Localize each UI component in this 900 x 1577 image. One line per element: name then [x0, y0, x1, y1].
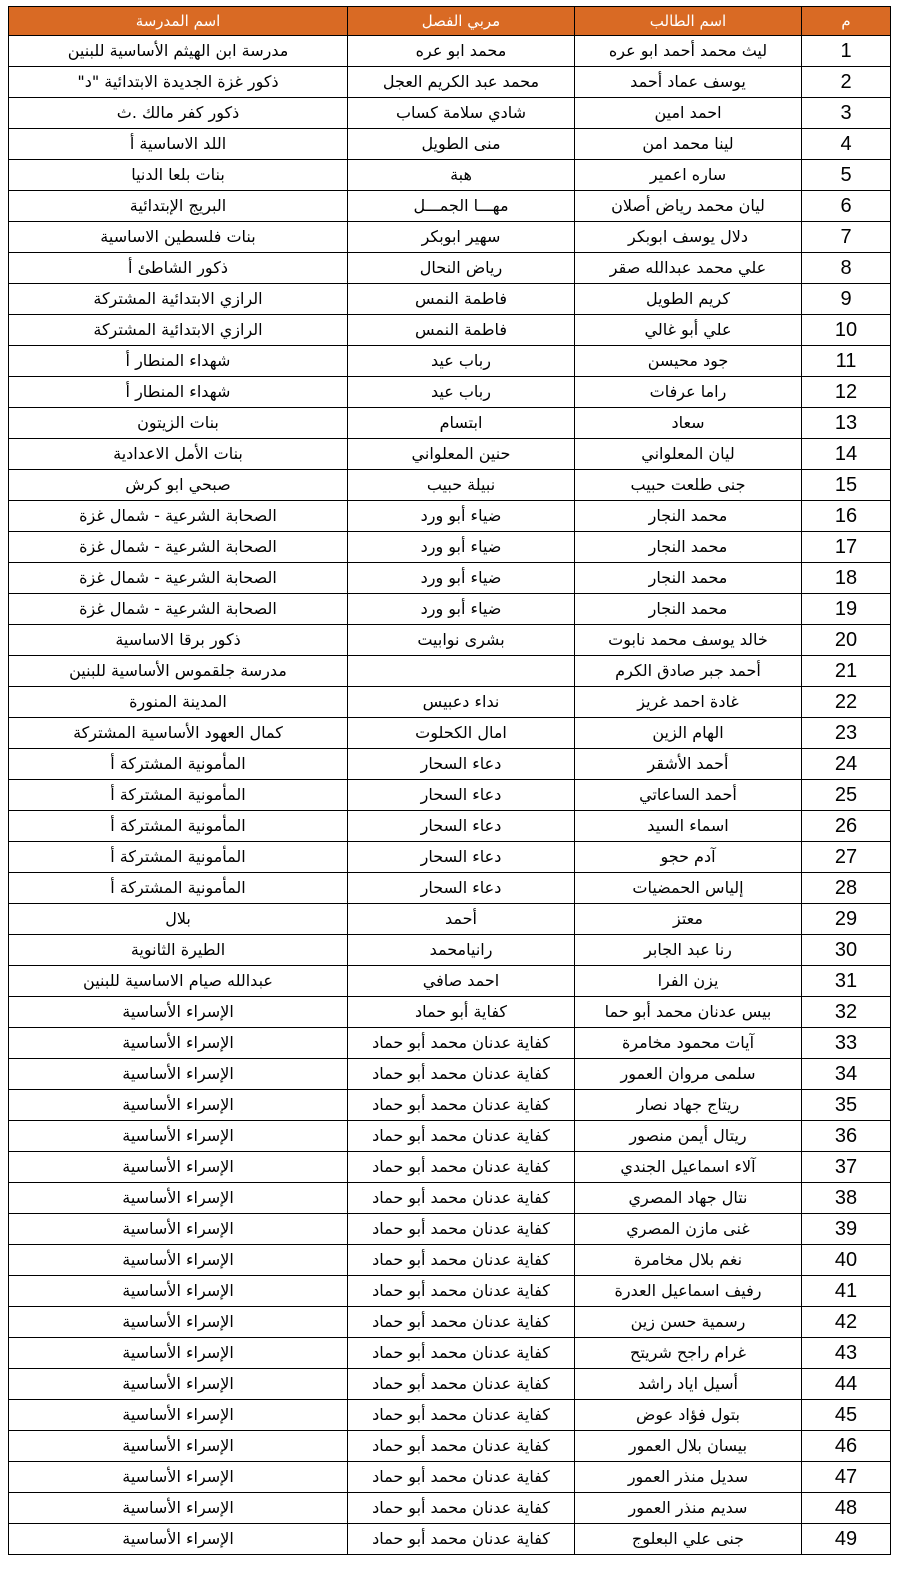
cell-num[interactable]: 28	[802, 873, 891, 904]
cell-teacher-name[interactable]: كفاية عدنان محمد أبو حماد	[348, 1400, 575, 1431]
cell-school-name[interactable]: بنات بلعا الدنيا	[9, 160, 348, 191]
table-row	[9, 1059, 891, 1090]
table-row	[9, 98, 891, 129]
cell-school-name[interactable]: الإسراء الأساسية	[9, 1307, 348, 1338]
cell-school-name[interactable]: اللد الاساسية أ	[9, 129, 348, 160]
cell-school-name[interactable]: المأمونية المشتركة أ	[9, 811, 348, 842]
header-school[interactable]: اسم المدرسة	[9, 7, 348, 36]
cell-teacher-name[interactable]: رباب عيد	[348, 377, 575, 408]
cell-student-name[interactable]: محمد النجار	[575, 563, 802, 594]
cell-student-name[interactable]: كريم الطويل	[575, 284, 802, 315]
table-row	[9, 470, 891, 501]
table-row	[9, 873, 891, 904]
cell-student-name[interactable]: لينا محمد امن	[575, 129, 802, 160]
cell-student-name[interactable]: دلال يوسف ابوبكر	[575, 222, 802, 253]
cell-teacher-name[interactable]: دعاء السحار	[348, 811, 575, 842]
table-row	[9, 315, 891, 346]
cell-num[interactable]: 24	[802, 749, 891, 780]
cell-school-name[interactable]: المأمونية المشتركة أ	[9, 780, 348, 811]
cell-teacher-name[interactable]: كفاية عدنان محمد أبو حماد	[348, 1276, 575, 1307]
table-row	[9, 1183, 891, 1214]
cell-teacher-name[interactable]: منى الطويل	[348, 129, 575, 160]
cell-num[interactable]: 21	[802, 656, 891, 687]
cell-school-name[interactable]: الصحابة الشرعية - شمال غزة	[9, 594, 348, 625]
cell-school-name[interactable]: بنات الأمل الاعدادية	[9, 439, 348, 470]
cell-student-name[interactable]: غادة احمد غريز	[575, 687, 802, 718]
cell-school-name[interactable]: ذكور برقا الاساسية	[9, 625, 348, 656]
cell-school-name[interactable]: الإسراء الأساسية	[9, 1431, 348, 1462]
cell-teacher-name[interactable]: كفاية عدنان محمد أبو حماد	[348, 1090, 575, 1121]
cell-num[interactable]: 1	[802, 36, 891, 67]
table-row	[9, 67, 891, 98]
cell-school-name[interactable]: الإسراء الأساسية	[9, 1369, 348, 1400]
cell-student-name[interactable]: اسماء السيد	[575, 811, 802, 842]
cell-teacher-name[interactable]: نبيلة حبيب	[348, 470, 575, 501]
cell-num[interactable]: 9	[802, 284, 891, 315]
cell-teacher-name[interactable]: حنين المعلواني	[348, 439, 575, 470]
table-row	[9, 129, 891, 160]
table-row	[9, 1431, 891, 1462]
cell-school-name[interactable]: ذكور غزة الجديدة الابتدائية "د"	[9, 67, 348, 98]
cell-num[interactable]: 10	[802, 315, 891, 346]
cell-school-name[interactable]: الإسراء الأساسية	[9, 1090, 348, 1121]
cell-student-name[interactable]: محمد النجار	[575, 594, 802, 625]
cell-school-name[interactable]: المأمونية المشتركة أ	[9, 842, 348, 873]
cell-num[interactable]: 46	[802, 1431, 891, 1462]
cell-teacher-name[interactable]: كفاية عدنان محمد أبو حماد	[348, 1028, 575, 1059]
cell-school-name[interactable]: مدرسة جلقموس الأساسية للبنين	[9, 656, 348, 687]
cell-student-name[interactable]: يوسف عماد أحمد	[575, 67, 802, 98]
table-row	[9, 408, 891, 439]
table-row	[9, 160, 891, 191]
cell-student-name[interactable]: سعاد	[575, 408, 802, 439]
cell-num[interactable]: 22	[802, 687, 891, 718]
table-row	[9, 501, 891, 532]
header-student[interactable]: اسم الطالب	[575, 7, 802, 36]
cell-school-name[interactable]: بنات الزيتون	[9, 408, 348, 439]
cell-school-name[interactable]: الإسراء الأساسية	[9, 1245, 348, 1276]
cell-teacher-name[interactable]: كفاية عدنان محمد أبو حماد	[348, 1338, 575, 1369]
cell-student-name[interactable]: احمد امين	[575, 98, 802, 129]
cell-teacher-name[interactable]: رانيامحمد	[348, 935, 575, 966]
cell-school-name[interactable]: الرازي الابتدائية المشتركة	[9, 284, 348, 315]
cell-teacher-name[interactable]: ضياء أبو ورد	[348, 594, 575, 625]
cell-school-name[interactable]: الإسراء الأساسية	[9, 1059, 348, 1090]
cell-num[interactable]: 30	[802, 935, 891, 966]
cell-teacher-name[interactable]: رباب عيد	[348, 346, 575, 377]
cell-student-name[interactable]: نغم بلال مخامرة	[575, 1245, 802, 1276]
cell-teacher-name[interactable]: كفاية عدنان محمد أبو حماد	[348, 1307, 575, 1338]
cell-school-name[interactable]: الرازي الابتدائية المشتركة	[9, 315, 348, 346]
table-row	[9, 377, 891, 408]
cell-student-name[interactable]: ريتال أيمن منصور	[575, 1121, 802, 1152]
cell-teacher-name[interactable]: سهير ابوبكر	[348, 222, 575, 253]
table-row	[9, 1493, 891, 1524]
cell-school-name[interactable]: البريج الإبتدائية	[9, 191, 348, 222]
cell-teacher-name[interactable]: احمد صافي	[348, 966, 575, 997]
cell-student-name[interactable]: رفيف اسماعيل العدرة	[575, 1276, 802, 1307]
cell-num[interactable]: 5	[802, 160, 891, 191]
cell-teacher-name[interactable]: امال الكحلوت	[348, 718, 575, 749]
cell-student-name[interactable]: ليان المعلواني	[575, 439, 802, 470]
cell-student-name[interactable]: ليان محمد رياض أصلان	[575, 191, 802, 222]
cell-teacher-name[interactable]: شادي سلامة كساب	[348, 98, 575, 129]
cell-teacher-name[interactable]: كفاية عدنان محمد أبو حماد	[348, 1524, 575, 1555]
cell-teacher-name[interactable]: كفاية عدنان محمد أبو حماد	[348, 1462, 575, 1493]
cell-teacher-name[interactable]: دعاء السحار	[348, 749, 575, 780]
cell-student-name[interactable]: جود محيسن	[575, 346, 802, 377]
cell-school-name[interactable]: المأمونية المشتركة أ	[9, 873, 348, 904]
cell-student-name[interactable]: نتال جهاد المصري	[575, 1183, 802, 1214]
cell-school-name[interactable]: المأمونية المشتركة أ	[9, 749, 348, 780]
table-body	[9, 36, 891, 1555]
cell-school-name[interactable]: الإسراء الأساسية	[9, 997, 348, 1028]
cell-school-name[interactable]: الإسراء الأساسية	[9, 1214, 348, 1245]
cell-school-name[interactable]: الإسراء الأساسية	[9, 1028, 348, 1059]
cell-school-name[interactable]: شهداء المنطار أ	[9, 377, 348, 408]
cell-teacher-name[interactable]: ضياء أبو ورد	[348, 563, 575, 594]
cell-num[interactable]: 23	[802, 718, 891, 749]
table-row	[9, 191, 891, 222]
students-table	[8, 6, 891, 1555]
cell-num[interactable]: 36	[802, 1121, 891, 1152]
table-row	[9, 1400, 891, 1431]
table-row	[9, 656, 891, 687]
cell-num[interactable]: 37	[802, 1152, 891, 1183]
cell-school-name[interactable]: صبحي ابو كرش	[9, 470, 348, 501]
cell-teacher-name[interactable]	[348, 656, 575, 687]
table-row	[9, 687, 891, 718]
cell-school-name[interactable]: الإسراء الأساسية	[9, 1338, 348, 1369]
cell-num[interactable]: 6	[802, 191, 891, 222]
cell-teacher-name[interactable]: محمد ابو عره	[348, 36, 575, 67]
table-row	[9, 563, 891, 594]
cell-school-name[interactable]: ذكور الشاطئ أ	[9, 253, 348, 284]
cell-student-name[interactable]: ساره اعمير	[575, 160, 802, 191]
cell-num[interactable]: 8	[802, 253, 891, 284]
cell-num[interactable]: 7	[802, 222, 891, 253]
cell-teacher-name[interactable]: نداء دعبيس	[348, 687, 575, 718]
table-row	[9, 1462, 891, 1493]
table-row	[9, 532, 891, 563]
cell-student-name[interactable]: خالد يوسف محمد نابوت	[575, 625, 802, 656]
table-row	[9, 253, 891, 284]
cell-teacher-name[interactable]: ضياء أبو ورد	[348, 532, 575, 563]
cell-teacher-name[interactable]: كفاية عدنان محمد أبو حماد	[348, 1493, 575, 1524]
cell-school-name[interactable]: الإسراء الأساسية	[9, 1121, 348, 1152]
cell-student-name[interactable]: جنى علي البعلوج	[575, 1524, 802, 1555]
cell-school-name[interactable]: الإسراء الأساسية	[9, 1462, 348, 1493]
header-num[interactable]: م	[802, 7, 891, 36]
cell-teacher-name[interactable]: كفاية عدنان محمد أبو حماد	[348, 1214, 575, 1245]
cell-num[interactable]: 12	[802, 377, 891, 408]
cell-num[interactable]: 29	[802, 904, 891, 935]
cell-num[interactable]: 48	[802, 1493, 891, 1524]
cell-school-name[interactable]: الصحابة الشرعية - شمال غزة	[9, 563, 348, 594]
cell-school-name[interactable]: الإسراء الأساسية	[9, 1152, 348, 1183]
cell-student-name[interactable]: الهام الزين	[575, 718, 802, 749]
cell-teacher-name[interactable]: هبة	[348, 160, 575, 191]
cell-student-name[interactable]: بيس عدنان محمد أبو حما	[575, 997, 802, 1028]
cell-teacher-name[interactable]: كفاية عدنان محمد أبو حماد	[348, 1245, 575, 1276]
cell-teacher-name[interactable]: كفاية عدنان محمد أبو حماد	[348, 1059, 575, 1090]
table-row	[9, 1090, 891, 1121]
table-row	[9, 966, 891, 997]
cell-num[interactable]: 39	[802, 1214, 891, 1245]
cell-num[interactable]: 33	[802, 1028, 891, 1059]
table-row	[9, 1028, 891, 1059]
cell-student-name[interactable]: معتز	[575, 904, 802, 935]
cell-student-name[interactable]: أحمد الساعاتي	[575, 780, 802, 811]
cell-school-name[interactable]: الطيرة الثانوية	[9, 935, 348, 966]
cell-student-name[interactable]: غرام راجح شريتح	[575, 1338, 802, 1369]
cell-student-name[interactable]: ليث محمد أحمد ابو عره	[575, 36, 802, 67]
cell-num[interactable]: 18	[802, 563, 891, 594]
cell-num[interactable]: 41	[802, 1276, 891, 1307]
cell-student-name[interactable]: سديم منذر العمور	[575, 1493, 802, 1524]
table-row	[9, 1276, 891, 1307]
cell-school-name[interactable]: شهداء المنطار أ	[9, 346, 348, 377]
cell-student-name[interactable]: أحمد جبر صادق الكرم	[575, 656, 802, 687]
table-row	[9, 594, 891, 625]
table-row	[9, 1214, 891, 1245]
cell-num[interactable]: 19	[802, 594, 891, 625]
cell-num[interactable]: 26	[802, 811, 891, 842]
cell-teacher-name[interactable]: كفاية عدنان محمد أبو حماد	[348, 1121, 575, 1152]
table-row	[9, 904, 891, 935]
table-row	[9, 1307, 891, 1338]
cell-num[interactable]: 31	[802, 966, 891, 997]
cell-teacher-name[interactable]: ضياء أبو ورد	[348, 501, 575, 532]
cell-school-name[interactable]: كمال العهود الأساسية المشتركة	[9, 718, 348, 749]
table-row	[9, 1121, 891, 1152]
cell-num[interactable]: 25	[802, 780, 891, 811]
table-row	[9, 222, 891, 253]
cell-school-name[interactable]: الإسراء الأساسية	[9, 1400, 348, 1431]
cell-school-name[interactable]: بنات فلسطين الاساسية	[9, 222, 348, 253]
cell-num[interactable]: 16	[802, 501, 891, 532]
table-row	[9, 749, 891, 780]
cell-num[interactable]: 4	[802, 129, 891, 160]
cell-student-name[interactable]: إلياس الحمضيات	[575, 873, 802, 904]
table-row	[9, 935, 891, 966]
cell-school-name[interactable]: بلال	[9, 904, 348, 935]
cell-student-name[interactable]: سديل منذر العمور	[575, 1462, 802, 1493]
cell-num[interactable]: 40	[802, 1245, 891, 1276]
cell-num[interactable]: 42	[802, 1307, 891, 1338]
cell-num[interactable]: 32	[802, 997, 891, 1028]
cell-num[interactable]: 44	[802, 1369, 891, 1400]
cell-student-name[interactable]: غنى مازن المصري	[575, 1214, 802, 1245]
table-row	[9, 625, 891, 656]
cell-student-name[interactable]: علي أبو غالي	[575, 315, 802, 346]
cell-teacher-name[interactable]: كفاية عدنان محمد أبو حماد	[348, 1183, 575, 1214]
cell-student-name[interactable]: أحمد الأشقر	[575, 749, 802, 780]
cell-teacher-name[interactable]: محمد عبد الكريم العجل	[348, 67, 575, 98]
cell-school-name[interactable]: المدينة المنورة	[9, 687, 348, 718]
table-row	[9, 1245, 891, 1276]
cell-school-name[interactable]: الإسراء الأساسية	[9, 1183, 348, 1214]
cell-teacher-name[interactable]: كفاية عدنان محمد أبو حماد	[348, 1369, 575, 1400]
cell-school-name[interactable]: الصحابة الشرعية - شمال غزة	[9, 532, 348, 563]
table-row	[9, 346, 891, 377]
cell-student-name[interactable]: أسيل اياد راشد	[575, 1369, 802, 1400]
cell-school-name[interactable]: الإسراء الأساسية	[9, 1493, 348, 1524]
cell-num[interactable]: 11	[802, 346, 891, 377]
cell-student-name[interactable]: رسمية حسن زين	[575, 1307, 802, 1338]
cell-teacher-name[interactable]: ابتسام	[348, 408, 575, 439]
table-row	[9, 1524, 891, 1555]
header-row	[9, 7, 891, 36]
cell-school-name[interactable]: الإسراء الأساسية	[9, 1524, 348, 1555]
cell-student-name[interactable]: آدم حجو	[575, 842, 802, 873]
header-teacher[interactable]: مربي الفصل	[348, 7, 575, 36]
table-row	[9, 842, 891, 873]
cell-num[interactable]: 20	[802, 625, 891, 656]
table-row	[9, 1338, 891, 1369]
cell-student-name[interactable]: آيات محمود مخامرة	[575, 1028, 802, 1059]
cell-school-name[interactable]: ذكور كفر مالك .ث	[9, 98, 348, 129]
table-row	[9, 997, 891, 1028]
cell-student-name[interactable]: ريتاج جهاد نصار	[575, 1090, 802, 1121]
table-row	[9, 811, 891, 842]
cell-num[interactable]: 49	[802, 1524, 891, 1555]
cell-num[interactable]: 2	[802, 67, 891, 98]
table-row	[9, 1152, 891, 1183]
cell-student-name[interactable]: بيسان بلال العمور	[575, 1431, 802, 1462]
cell-num[interactable]: 47	[802, 1462, 891, 1493]
cell-student-name[interactable]: يزن الفرا	[575, 966, 802, 997]
cell-school-name[interactable]: الإسراء الأساسية	[9, 1276, 348, 1307]
cell-student-name[interactable]: محمد النجار	[575, 532, 802, 563]
table-row	[9, 780, 891, 811]
cell-student-name[interactable]: رنا عبد الجابر	[575, 935, 802, 966]
cell-school-name[interactable]: الصحابة الشرعية - شمال غزة	[9, 501, 348, 532]
cell-teacher-name[interactable]: كفاية عدنان محمد أبو حماد	[348, 1152, 575, 1183]
cell-num[interactable]: 14	[802, 439, 891, 470]
table-row	[9, 1369, 891, 1400]
cell-num[interactable]: 38	[802, 1183, 891, 1214]
cell-student-name[interactable]: محمد النجار	[575, 501, 802, 532]
cell-teacher-name[interactable]: أحمد	[348, 904, 575, 935]
cell-school-name[interactable]: مدرسة ابن الهيثم الأساسية للبنين	[9, 36, 348, 67]
cell-student-name[interactable]: راما عرفات	[575, 377, 802, 408]
cell-teacher-name[interactable]: بشرى نوابيت	[348, 625, 575, 656]
cell-student-name[interactable]: آلاء اسماعيل الجندي	[575, 1152, 802, 1183]
cell-num[interactable]: 13	[802, 408, 891, 439]
table-row	[9, 284, 891, 315]
cell-student-name[interactable]: سلمى مروان العمور	[575, 1059, 802, 1090]
cell-teacher-name[interactable]: مهـــا الجمـــل	[348, 191, 575, 222]
cell-student-name[interactable]: بتول فؤاد عوض	[575, 1400, 802, 1431]
cell-num[interactable]: 15	[802, 470, 891, 501]
cell-teacher-name[interactable]: كفاية عدنان محمد أبو حماد	[348, 1431, 575, 1462]
cell-teacher-name[interactable]: دعاء السحار	[348, 873, 575, 904]
cell-student-name[interactable]: جنى طلعت حبيب	[575, 470, 802, 501]
cell-num[interactable]: 35	[802, 1090, 891, 1121]
cell-teacher-name[interactable]: فاطمة النمس	[348, 284, 575, 315]
table-row	[9, 718, 891, 749]
cell-teacher-name[interactable]: كفاية أبو حماد	[348, 997, 575, 1028]
cell-num[interactable]: 17	[802, 532, 891, 563]
table-row	[9, 36, 891, 67]
cell-num[interactable]: 3	[802, 98, 891, 129]
cell-teacher-name[interactable]: دعاء السحار	[348, 780, 575, 811]
cell-teacher-name[interactable]: دعاء السحار	[348, 842, 575, 873]
cell-num[interactable]: 27	[802, 842, 891, 873]
cell-num[interactable]: 34	[802, 1059, 891, 1090]
cell-num[interactable]: 45	[802, 1400, 891, 1431]
cell-teacher-name[interactable]: رياض النحال	[348, 253, 575, 284]
table-row	[9, 439, 891, 470]
cell-num[interactable]: 43	[802, 1338, 891, 1369]
cell-student-name[interactable]: علي محمد عبدالله صقر	[575, 253, 802, 284]
cell-school-name[interactable]: عبدالله صيام الاساسية للبنين	[9, 966, 348, 997]
cell-teacher-name[interactable]: فاطمة النمس	[348, 315, 575, 346]
